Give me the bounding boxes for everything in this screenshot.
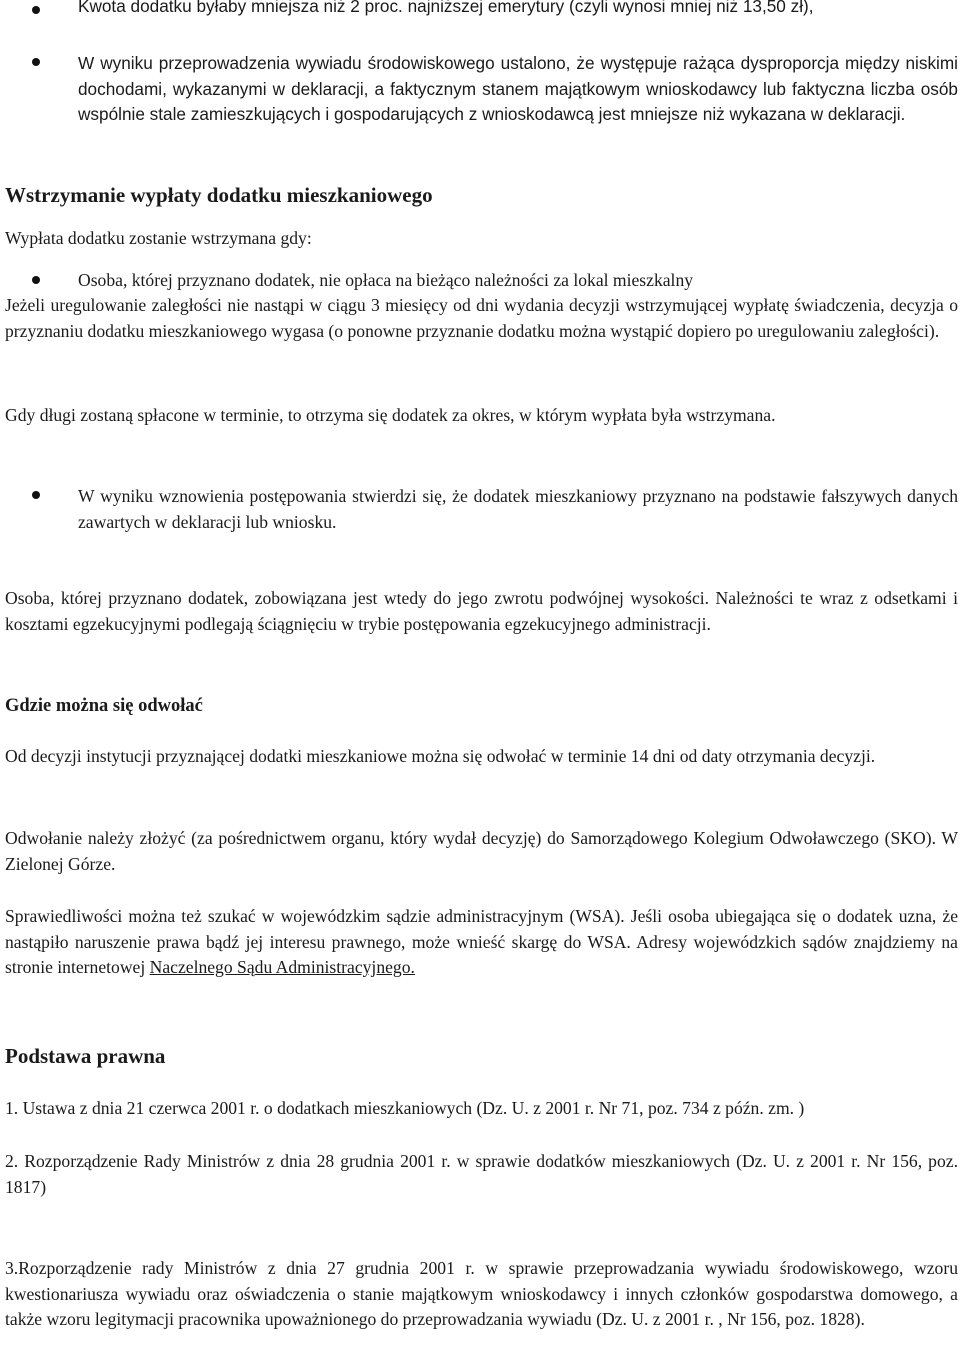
list-item: Osoba, której przyznano dodatek, nie opłaca na bieżąco należności za lokal mieszkalny bbox=[78, 270, 694, 290]
bullet-icon bbox=[32, 58, 40, 66]
paragraph bbox=[5, 904, 958, 981]
list-item: Kwota dodatku byłaby mniejsza niż 2 proc. najniższej emerytury (czyli wynosi mniej niż 13,50 zł), bbox=[78, 0, 814, 16]
section-heading-legal: Podstawa prawna bbox=[5, 1044, 166, 1068]
list-item: W wyniku wznowienia postępowania stwierdzi się, że dodatek mieszkaniowy przyznano na podstawie fałszywych danych zawartych w deklaracji lub wniosku. bbox=[78, 486, 958, 532]
paragraph: Odwołanie należy złożyć (za pośrednictwem organu, który wydał decyzję) do Samorządowego Kolegium Odwoławczego (SKO). W Zielonej Górze. bbox=[5, 828, 958, 874]
legal-item: 2. Rozporządzenie Rady Ministrów z dnia 28 grudnia 2001 r. w sprawie dodatków mieszkaniowych (Dz. U. z 2001 r. Nr 156, poz. 1817) bbox=[5, 1151, 958, 1197]
legal-item: 1. Ustawa z dnia 21 czerwca 2001 r. o dodatkach mieszkaniowych (Dz. U. z 2001 r. Nr 71, poz. 734 z późn. zm. ) bbox=[5, 1098, 805, 1118]
section-heading-suspension: Wstrzymanie wypłaty dodatku mieszkaniowego bbox=[5, 183, 433, 207]
nsa-link[interactable]: Naczelnego Sądu Administracyjnego. bbox=[149, 957, 415, 977]
bullet-icon bbox=[32, 276, 40, 284]
bullet-icon bbox=[32, 491, 40, 499]
bullet-icon bbox=[32, 6, 40, 14]
list-item: W wyniku przeprowadzenia wywiadu środowiskowego ustalono, że występuje rażąca dysproporcja między niskimi dochodami, wykazanymi w deklaracji, a faktycznym stanem majątkowym wnioskodawcy lub faktyczna liczba osób wspólnie stale zamieszkujących i gospodarujących z wnioskodawcą jest mniejsze niż wykazana w deklaracji. bbox=[78, 53, 958, 124]
section-heading-appeal: Gdzie można się odwołać bbox=[5, 696, 203, 716]
paragraph-text: Sprawiedliwości można też szukać w wojewódzkim sądzie administracyjnym (WSA). Jeśli osoba ubiegająca się o dodatek uzna, że nastąpiło naruszenie prawa bądź jej interesu prawnego, może wnieść skargę do WSA. Adresy wojewódzkich sądów znajdziemy na stronie internetowej bbox=[5, 906, 958, 977]
paragraph: Gdy długi zostaną spłacone w terminie, to otrzyma się dodatek za okres, w którym wypłata była wstrzymana. bbox=[5, 405, 776, 425]
section-intro: Wypłata dodatku zostanie wstrzymana gdy: bbox=[5, 228, 312, 248]
paragraph: Osoba, której przyznano dodatek, zobowiązana jest wtedy do jego zwrotu podwójnej wysokości. Należności te wraz z odsetkami i kosztami egzekucyjnymi podlegają ściągnięciu w trybie postępowania egzekucyjnego administracji. bbox=[5, 588, 958, 634]
paragraph: Jeżeli uregulowanie zaległości nie nastąpi w ciągu 3 miesięcy od dni wydania decyzji wstrzymującej wypłatę świadczenia, decyzja o przyznaniu dodatku mieszkaniowego wygasa (o ponowne przyznanie dodatku można wystąpić dopiero po uregulowaniu zaległości). bbox=[5, 295, 958, 341]
paragraph: Od decyzji instytucji przyznającej dodatki mieszkaniowe można się odwołać w terminie 14 dni od daty otrzymania decyzji. bbox=[5, 746, 876, 766]
legal-item: 3.Rozporządzenie rady Ministrów z dnia 27 grudnia 2001 r. w sprawie przeprowadzania wywiadu środowiskowego, wzoru kwestionariusza wywiadu oraz oświadczenia o stanie majątkowym wnioskodawcy i innych członków gospodarstwa domowego, a także wzoru legitymacji pracownika upoważnionego do przeprowadzania wywiadu (Dz. U. z 2001 r. , Nr 156, poz. 1828). bbox=[5, 1258, 958, 1329]
